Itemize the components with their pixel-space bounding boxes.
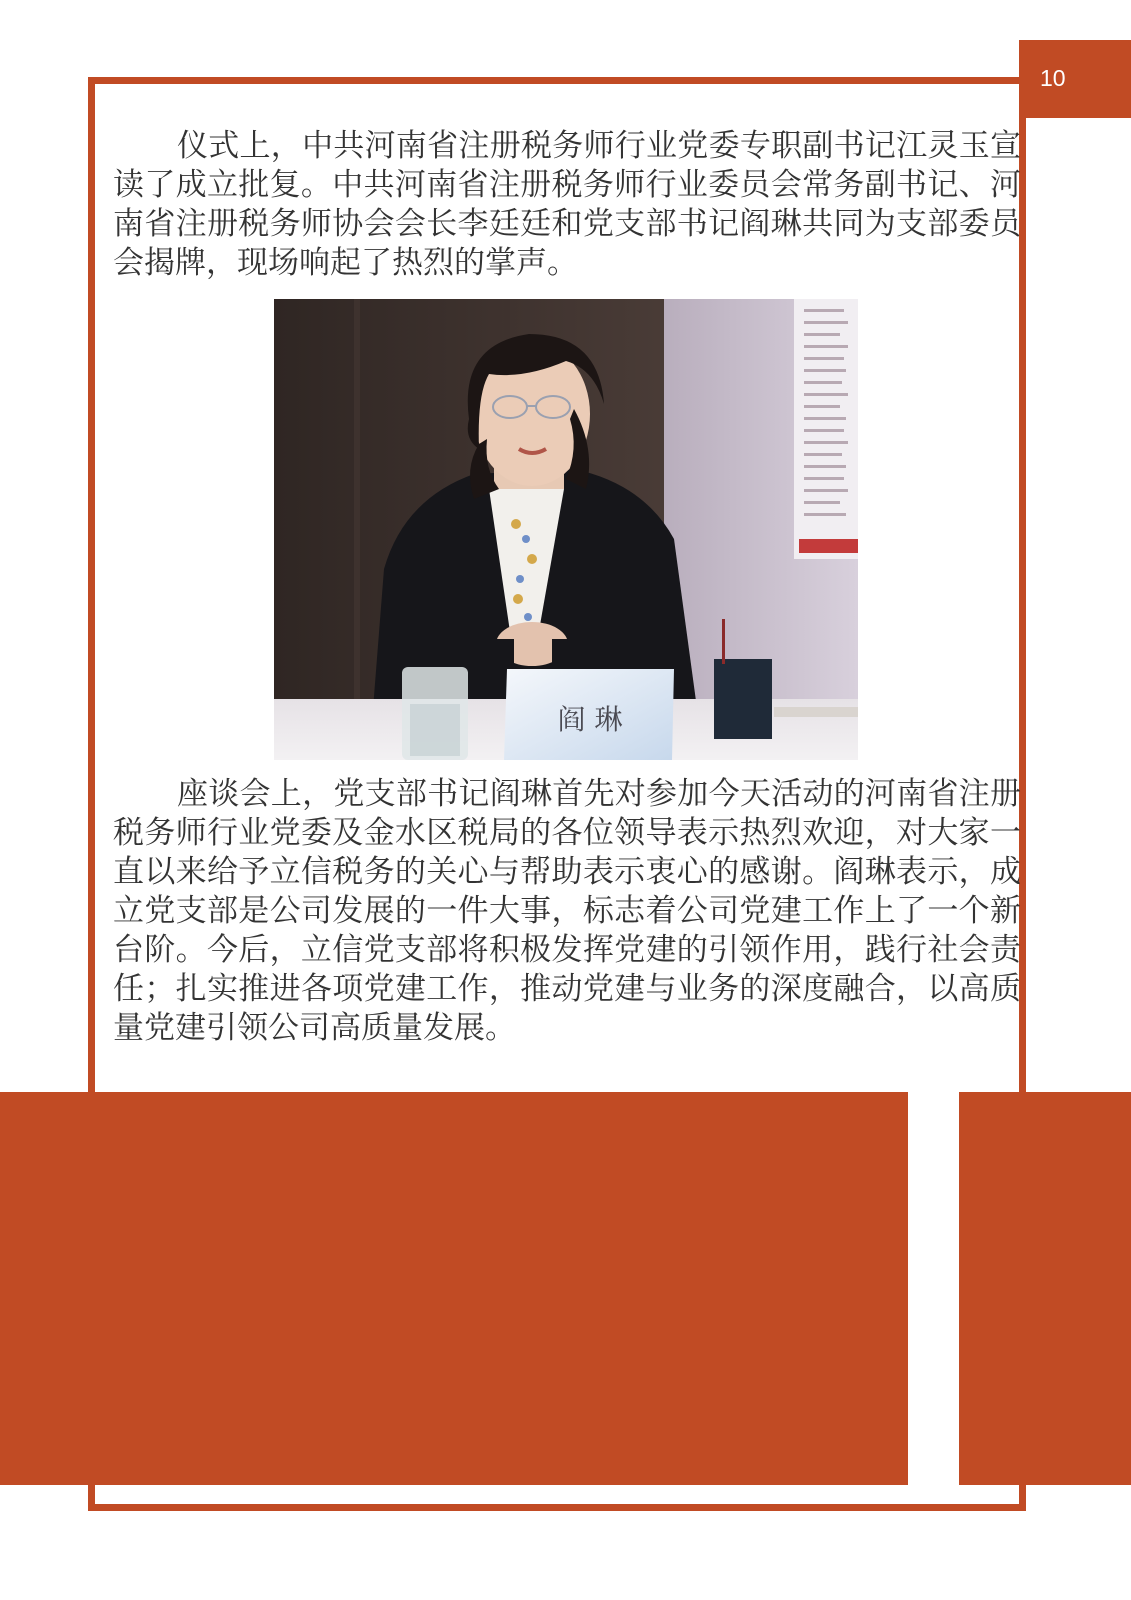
page-number: 10 <box>1040 65 1066 91</box>
nameplate-label: 阎 琳 <box>557 703 623 736</box>
page-number-tab <box>1019 40 1131 118</box>
decorative-block-left <box>0 1092 908 1485</box>
decorative-block-right <box>959 1092 1131 1485</box>
paragraph-ceremony: 仪式上，中共河南省注册税务师行业党委专职副书记江灵玉宣读了成立批复。中共河南省注册税务师行业委员会常务副书记、河南省注册税务师协会会长李廷廷和党支部书记阎琳共同为支部委员会揭牌，现场响起了热烈的掌声。 <box>113 128 1021 281</box>
paragraph-symposium: 座谈会上，党支部书记阎琳首先对参加今天活动的河南省注册税务师行业党委及金水区税局的各位领导表示热烈欢迎，对大家一直以来给予立信税务的关心与帮助表示衷心的感谢。阎琳表示，成立党支部是公司发展的一件大事，标志着公司党建工作上了一个新台阶。今后，立信党支部将积极发挥党建的引领作用，践行社会责任；扎实推进各项党建工作，推动党建与业务的深度融合，以高质量党建引领公司高质量发展。 <box>113 776 1021 1046</box>
meeting-photo <box>274 299 858 760</box>
